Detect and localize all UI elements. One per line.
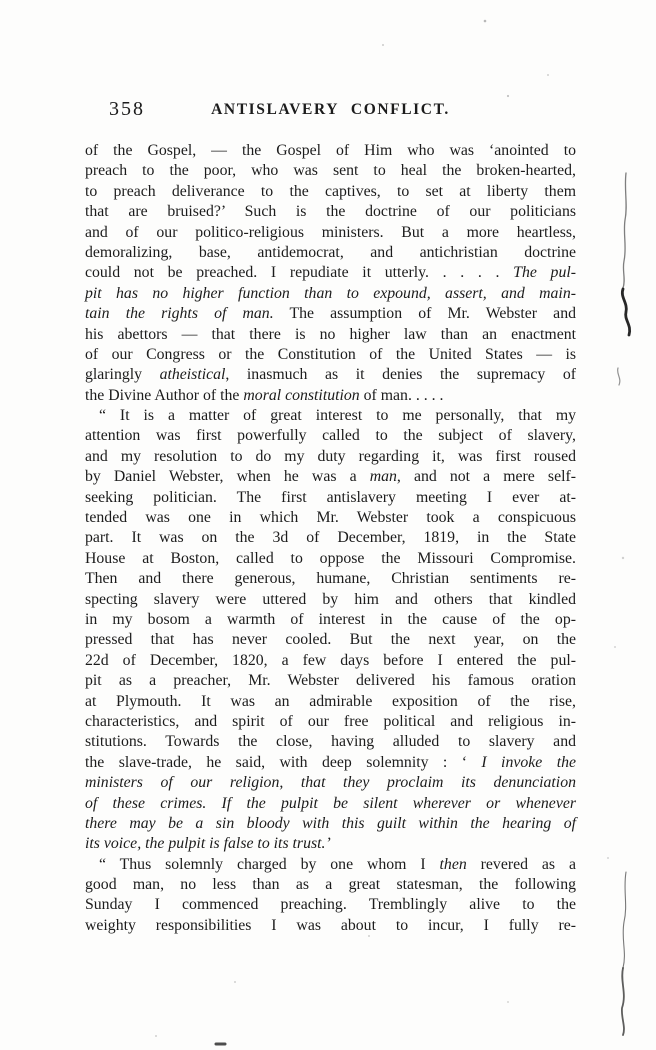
- text-run: , inasmuch as it denies the supremacy of: [225, 366, 576, 384]
- italic-run: pit has no higher function than to expound, assert, and main-: [85, 284, 576, 302]
- text-line: [85, 447, 576, 467]
- text-run: good man, no less than as a great statesman, the following: [85, 876, 576, 894]
- text-line: [85, 875, 576, 895]
- italic-run: moral constitution: [243, 386, 360, 404]
- text-run: Then and there generous, humane, Christian sentiments re-: [85, 570, 576, 588]
- text-line: [85, 161, 576, 181]
- text-line: [85, 345, 576, 365]
- text-run: The assumption of Mr. Webster and: [273, 305, 576, 323]
- running-title: ANTISLAVERY CONFLICT.: [211, 101, 450, 118]
- margin-mark-icon: [618, 368, 620, 385]
- text-run: Sunday I commenced preaching. Tremblingly alive to the: [85, 896, 576, 914]
- text-run: weighty responsibilities I was about to incur, I fully re-: [85, 916, 576, 934]
- text-run: stitutions. Towards the close, having alluded to slavery and: [85, 733, 576, 751]
- text-line: [85, 243, 576, 263]
- text-line: [85, 386, 576, 406]
- text-run: pressed that has never cooled. But the next year, on the: [85, 631, 576, 649]
- text-run: characteristics, and spirit of our free political and religious in-: [85, 712, 576, 730]
- speck: [484, 20, 487, 23]
- speck: [155, 1035, 157, 1037]
- speck: [234, 981, 236, 983]
- text-line: [85, 569, 576, 589]
- text-line: [85, 325, 576, 345]
- text-line: [85, 508, 576, 528]
- speck: [622, 557, 624, 559]
- text-run: to preach deliverance to the captives, to set at liberty them: [85, 182, 576, 200]
- italic-run: The pul-: [513, 264, 577, 282]
- text-line: [85, 712, 576, 732]
- text-line: [85, 549, 576, 569]
- text-run: of man. . . . .: [359, 386, 444, 404]
- text-line: [85, 855, 576, 875]
- text-run: of the Gospel, — the Gospel of Him who was ‘anointed to: [85, 142, 576, 159]
- text-run: pit as a preacher, Mr. Webster delivered his famous oration: [85, 672, 576, 690]
- speck: [614, 646, 616, 648]
- text-line: [85, 834, 576, 854]
- italic-run: man: [369, 468, 397, 486]
- speck: [507, 1001, 509, 1003]
- text-run: at Plymouth. It was an admirable exposition of the rise,: [85, 692, 576, 710]
- text-run: House at Boston, called to oppose the Missouri Compromise.: [85, 549, 576, 567]
- text-lines: [85, 141, 576, 936]
- text-line: [85, 732, 576, 752]
- text-run: preach to the poor, who was sent to heal the broken-hearted,: [85, 162, 576, 180]
- text-run: specting slavery were uttered by him and others that kindled: [85, 590, 576, 608]
- text-run: “ Thus solemnly charged by one whom I: [99, 855, 440, 873]
- text-line: [85, 304, 576, 324]
- text-line: [85, 365, 576, 385]
- text-line: [85, 610, 576, 630]
- speck: [507, 95, 509, 97]
- text-line: [85, 692, 576, 712]
- page-number: 358: [109, 98, 145, 120]
- text-line: [85, 182, 576, 202]
- margin-mark-icon: [622, 968, 624, 1035]
- text-line: [85, 794, 576, 814]
- italic-run: then: [439, 855, 467, 873]
- text-run: , and not a mere self-: [396, 468, 576, 486]
- text-line: [85, 590, 576, 610]
- text-line: [85, 202, 576, 222]
- text-line: [85, 814, 576, 834]
- text-line: [85, 284, 576, 304]
- text-run: and of our politico-religious ministers. But a more heartless,: [85, 223, 576, 241]
- text-run: the slave-trade, he said, with deep solemnity : ‘: [85, 753, 482, 771]
- text-line: [85, 651, 576, 671]
- text-line: [85, 630, 576, 650]
- text-run: demoralizing, base, antidemocrat, and antichristian doctrine: [85, 243, 576, 261]
- text-line: [85, 406, 576, 426]
- page-content: [85, 99, 576, 936]
- text-run: his abettors — that there is no higher law than an enactment: [85, 325, 576, 343]
- text-run: and my resolution to do my duty regarding it, was first roused: [85, 447, 576, 465]
- italic-run: its voice, the pulpit is false to its trust.’: [85, 835, 331, 853]
- speck: [382, 44, 384, 46]
- text-run: glaringly: [85, 366, 160, 384]
- speck: [547, 74, 549, 76]
- text-run: by Daniel Webster, when he was a: [85, 468, 370, 486]
- text-line: [85, 671, 576, 691]
- italic-run: tain the rights of man.: [85, 305, 274, 323]
- text-run: part. It was on the 3d of December, 1819, in the State: [85, 529, 576, 547]
- italic-run: of these crimes. If the pulpit be silent wherever or whenever: [85, 794, 576, 812]
- text-run: “ It is a matter of great interest to me personally, that my: [99, 407, 576, 425]
- text-run: in my bosom a warmth of interest in the cause of the op-: [85, 610, 576, 628]
- text-line: [85, 467, 576, 487]
- margin-mark-icon: [622, 289, 629, 335]
- text-line: [85, 141, 576, 161]
- text-run: the Divine Author of the: [85, 386, 244, 404]
- text-line: [85, 488, 576, 508]
- text-line: [85, 773, 576, 793]
- text-run: that are bruised?’ Such is the doctrine of our politicians: [85, 203, 576, 221]
- text-run: could not be preached. I repudiate it utterly. . . . .: [85, 264, 514, 282]
- text-line: [85, 263, 576, 283]
- page-header: [85, 99, 576, 121]
- speck: [607, 857, 609, 859]
- margin-mark-icon: [623, 173, 626, 288]
- text-run: 22d of December, 1820, a few days before I entered the pul-: [85, 651, 576, 669]
- text-line: [85, 528, 576, 548]
- text-run: revered as a: [466, 855, 576, 873]
- text-run: seeking politician. The first antislavery meeting I ever at-: [85, 488, 576, 506]
- text-line: [85, 916, 576, 936]
- text-run: of our Congress or the Constitution of the United States — is: [85, 345, 576, 363]
- text-line: [85, 223, 576, 243]
- italic-run: I invoke the: [481, 753, 576, 771]
- text-line: [85, 426, 576, 446]
- italic-run: ministers of our religion, that they proclaim its denunciation: [85, 774, 576, 792]
- italic-run: atheistical: [159, 366, 226, 384]
- text-line: [85, 753, 576, 773]
- text-run: attention was first powerfully called to the subject of slavery,: [85, 427, 576, 445]
- text-run: tended was one in which Mr. Webster took a conspicuous: [85, 509, 576, 527]
- italic-run: there may be a sin bloody with this guilt within the hearing of: [85, 814, 576, 832]
- margin-mark-icon: [623, 872, 626, 968]
- text-line: [85, 895, 576, 915]
